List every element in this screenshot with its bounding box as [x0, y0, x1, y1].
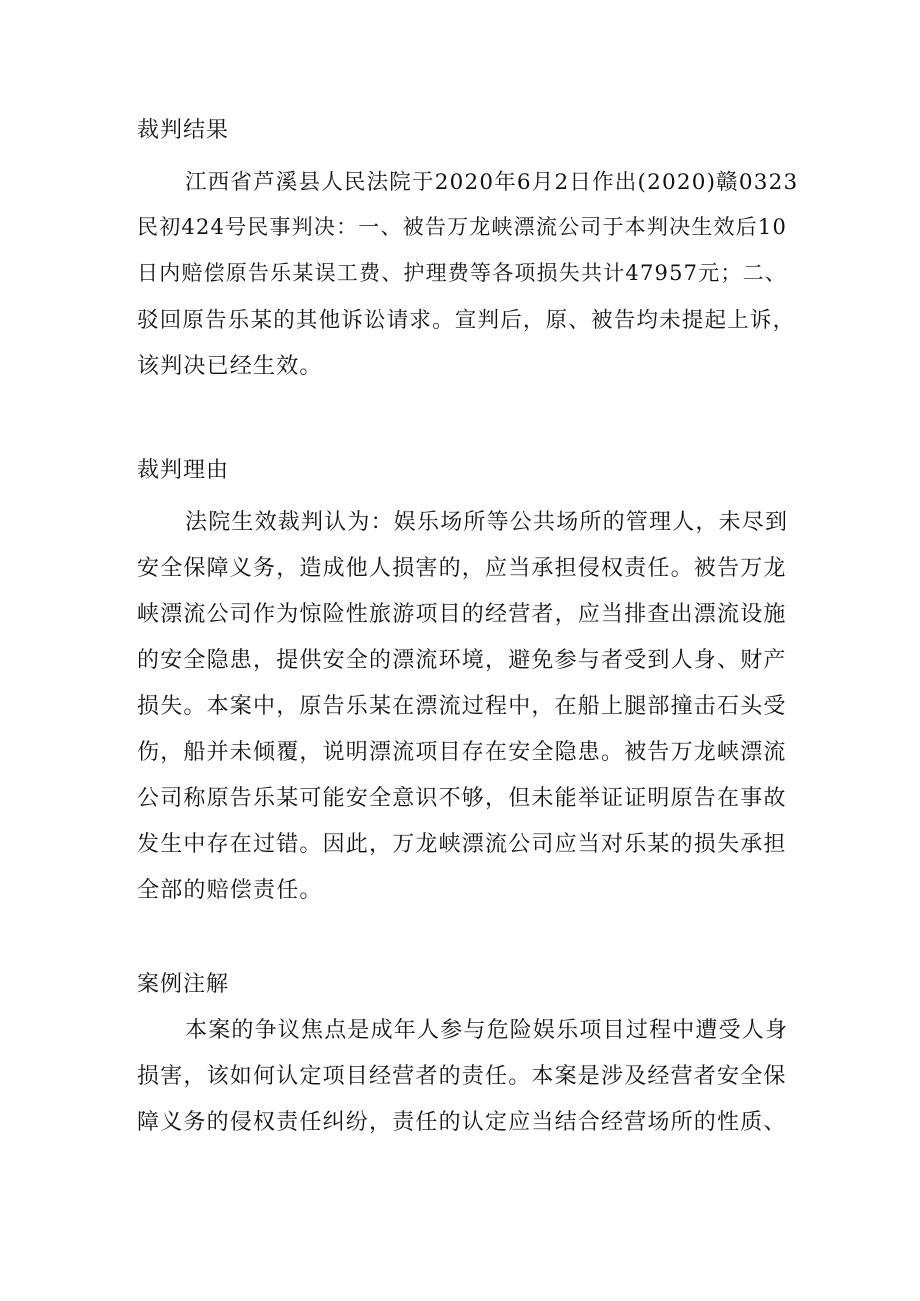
paragraph-line: 的安全隐患，提供安全的漂流环境，避免参与者受到人身、财产 — [137, 648, 787, 673]
paragraph-line: 法院生效裁判认为：娱乐场所等公共场所的管理人，未尽到 — [185, 510, 789, 535]
paragraph-line: 障义务的侵权责任纠纷，责任的认定应当结合经营场所的性质、 — [137, 1110, 787, 1135]
paragraph-line: 损害，该如何认定项目经营者的责任。本案是涉及经营者安全保 — [137, 1064, 787, 1089]
paragraph-line: 该判决已经生效。 — [137, 354, 323, 379]
section-heading-judgment-reason: 裁判理由 — [137, 458, 230, 483]
paragraph-line: 驳回原告乐某的其他诉讼请求。宣判后，原、被告均未提起上诉， — [137, 308, 796, 333]
paragraph-line: 日内赔偿原告乐某误工费、护理费等各项损失共计47957元；二、 — [137, 261, 788, 285]
section-heading-case-annotation: 案例注解 — [137, 972, 230, 997]
paragraph-line: 伤，船并未倾覆，说明漂流项目存在安全隐患。被告万龙峡漂流 — [137, 740, 787, 765]
paragraph-line: 损失。本案中，原告乐某在漂流过程中，在船上腿部撞击石头受 — [137, 694, 787, 719]
paragraph-line: 民初424号民事判决：一、被告万龙峡漂流公司于本判决生效后10 — [137, 215, 788, 239]
section-heading-judgment-result: 裁判结果 — [137, 118, 230, 143]
paragraph-line: 全部的赔偿责任。 — [137, 878, 323, 903]
paragraph-line: 公司称原告乐某可能安全意识不够，但未能举证证明原告在事故 — [137, 786, 787, 811]
paragraph-line: 峡漂流公司作为惊险性旅游项目的经营者，应当排查出漂流设施 — [137, 602, 787, 627]
paragraph-line: 发生中存在过错。因此，万龙峡漂流公司应当对乐某的损失承担 — [137, 832, 787, 857]
paragraph-line: 本案的争议焦点是成年人参与危险娱乐项目过程中遭受人身 — [185, 1018, 789, 1043]
paragraph-line: 江西省芦溪县人民法院于2020年6月2日作出(2020)赣0323 — [185, 170, 799, 195]
paragraph-line: 安全保障义务，造成他人损害的，应当承担侵权责任。被告万龙 — [137, 556, 787, 581]
